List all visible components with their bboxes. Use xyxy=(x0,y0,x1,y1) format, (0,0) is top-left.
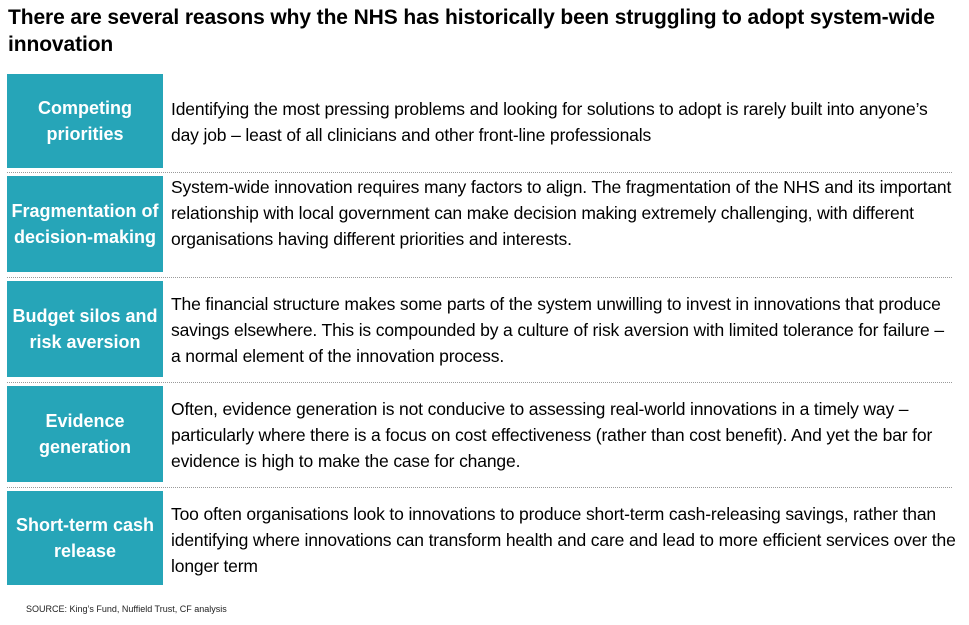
source-note: SOURCE: King’s Fund, Nuffield Trust, CF analysis xyxy=(26,604,227,614)
reason-description: System-wide innovation requires many factors to align. The fragmentation of the NHS and its important relationship with local government can make decision making extremely challenging, with different organisations having different priorities and interests. xyxy=(171,177,952,249)
reason-label: Fragmentation of decision-making xyxy=(7,176,163,272)
row-divider xyxy=(7,382,952,383)
reason-description: Often, evidence generation is not conducive to assessing real-world innovations in a timely way – particularly where there is a focus on cost effectiveness (rather than cost benefit). And yet the bar for evidence is high to make the case for change. xyxy=(171,399,933,471)
reason-label: Short-term cash release xyxy=(7,491,163,585)
reason-label: Evidence generation xyxy=(7,386,163,482)
row-divider xyxy=(7,487,952,488)
reason-description: Identifying the most pressing problems and looking for solutions to adopt is rarely built into anyone’s day job – least of all clinicians and other front-line professionals xyxy=(171,99,928,145)
reason-label: Competing priorities xyxy=(7,74,163,168)
row-divider xyxy=(7,172,952,173)
reason-description: The financial structure makes some parts of the system unwilling to invest in innovations that produce savings elsewhere. This is compounded by a culture of risk aversion with limited tolerance for failure – a normal element of the innovation process. xyxy=(171,294,944,366)
page-title: There are several reasons why the NHS has historically been struggling to adopt system-wide innovation xyxy=(8,6,935,56)
reason-label: Budget silos and risk aversion xyxy=(7,281,163,377)
reason-description: Too often organisations look to innovations to produce short-term cash-releasing savings, rather than identifying where innovations can transform health and care and lead to more efficient services over the longer term xyxy=(171,504,956,576)
row-divider xyxy=(7,277,952,278)
